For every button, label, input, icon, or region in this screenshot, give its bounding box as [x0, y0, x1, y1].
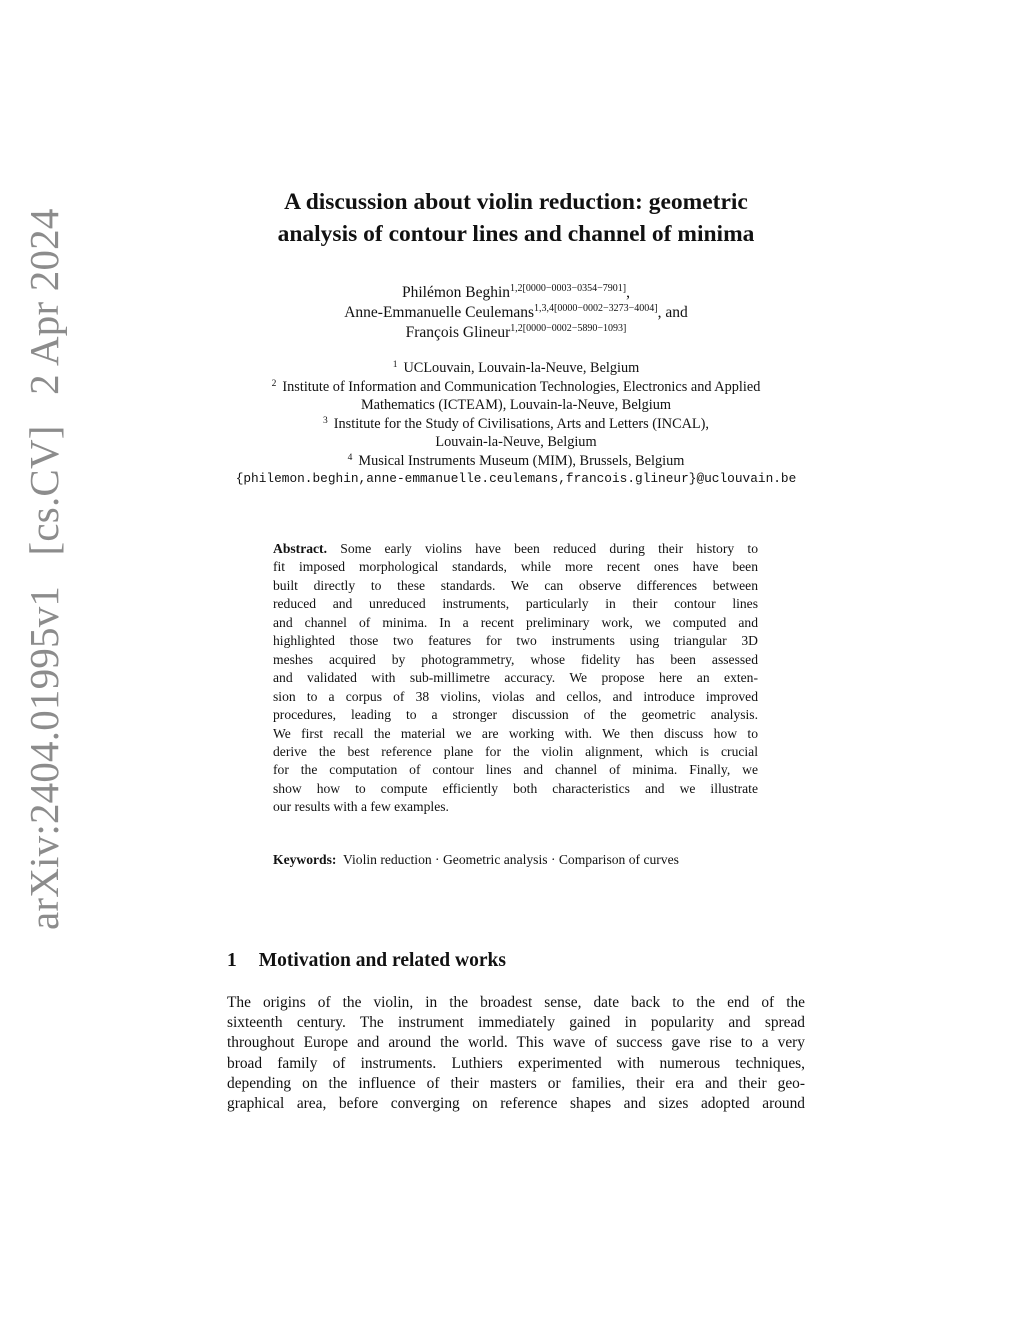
keywords-label: Keywords: — [273, 852, 337, 867]
author-orcid: 1,2[0000−0002−5890−1093] — [510, 323, 627, 334]
affiliation-text: UCLouvain, Louvain-la-Neuve, Belgium — [403, 360, 640, 376]
abstract-line: fit imposed morphological standards, while more recent ones have been — [273, 559, 758, 575]
author-line — [200, 303, 832, 323]
affiliation-number: 3 — [323, 415, 328, 426]
affiliation-number: 2 — [271, 378, 277, 389]
abstract-line: meshes acquired by photogrammetry, whose fidelity has been assessed — [273, 651, 758, 667]
author-separator: , — [626, 284, 631, 301]
abstract-line: We first recall the material we are working with. We then discuss how to — [273, 725, 758, 741]
affiliation-list — [200, 359, 832, 489]
keywords — [273, 851, 773, 869]
abstract-label: Abstract. — [273, 541, 327, 556]
body-line: throughout Europe and around the world. This wave of success gave rise to a very — [227, 1034, 805, 1052]
author-line — [200, 283, 832, 303]
affiliation-line — [200, 452, 832, 471]
author-name: Philémon Beghin — [401, 284, 511, 301]
abstract-line: show how to compute efficiently both characteristics and we illustrate — [273, 780, 758, 796]
body-line: broad family of instruments. Luthiers experimented with numerous techniques, — [227, 1054, 805, 1072]
abstract-line: sion to a corpus of 38 violins, violas and cellos, and introduce improved — [273, 688, 758, 704]
section-title: Motivation and related works — [258, 950, 506, 971]
author-list — [200, 283, 832, 343]
abstract-line: reduced and unreduced instruments, particularly in their contour lines — [273, 596, 758, 612]
keywords-text: Violin reduction · Geometric analysis · Comparison of curves — [343, 852, 679, 867]
affiliation-line — [200, 359, 832, 378]
body-line: graphical area, before converging on reference shapes and sizes adopted around — [227, 1095, 805, 1113]
author-name: François Glineur — [405, 324, 511, 341]
abstract-line: for the computation of contour lines and channel of minima. Finally, we — [273, 762, 758, 778]
affiliation-number: 4 — [347, 452, 353, 463]
author-separator: , and — [657, 304, 688, 321]
author-name: Anne-Emmanuelle Ceulemans — [344, 304, 535, 321]
arxiv-id: arXiv:2404.01995v1 — [21, 585, 67, 930]
title-line: analysis of contour lines and channel of minima — [277, 221, 755, 247]
abstract-line: our results with a few examples. — [273, 799, 449, 815]
affiliation-text: Institute of Information and Communication Technologies, Electronics and Applied — [282, 378, 761, 395]
affiliation-line — [200, 378, 832, 397]
body-line: The origins of the violin, in the broadest sense, date back to the end of the — [227, 994, 805, 1011]
email-addresses: {philemon.beghin,anne-emmanuelle.ceulemans,francois.glineur}@uclouvain.be — [235, 471, 797, 486]
author-line — [200, 323, 832, 343]
affiliation-text: Musical Instruments Museum (MIM), Brussels, Belgium — [358, 452, 685, 469]
abstract-text: Some early violins have been reduced during their history to — [340, 541, 758, 556]
arxiv-category: [cs.CV] — [21, 425, 67, 556]
affiliation-text: Institute for the Study of Civilisations, Arts and Letters (INCAL), — [333, 415, 709, 432]
arxiv-stamp — [20, 188, 68, 930]
title-line: A discussion about violin reduction: geometric — [284, 189, 748, 215]
affiliation-line: Mathematics (ICTEAM), Louvain-la-Neuve, Belgium — [360, 397, 672, 413]
abstract — [273, 540, 758, 817]
abstract-line: procedures, leading to a stronger discussion of the geometric analysis. — [273, 707, 758, 723]
abstract-line: and channel of minima. In a recent preliminary work, we computed and — [273, 614, 758, 630]
body-line: sixteenth century. The instrument immediately gained in popularity and spread — [227, 1014, 805, 1032]
affiliation-line: Louvain-la-Neuve, Belgium — [435, 434, 597, 450]
abstract-line — [273, 540, 758, 558]
section-heading — [227, 950, 506, 972]
section-number: 1 — [227, 950, 237, 971]
body-paragraph — [227, 993, 805, 1114]
affiliation-number: 1 — [392, 360, 398, 370]
arxiv-date: 2 Apr 2024 — [21, 208, 67, 395]
abstract-line: derive the best reference plane for the violin alignment, which is crucial — [273, 743, 758, 759]
abstract-line: highlighted those two features for two instruments using triangular 3D — [273, 633, 758, 649]
abstract-line: and validated with sub-millimetre accuracy. We propose here an exten- — [273, 670, 758, 686]
body-line: depending on the influence of their masters or families, their era and their geo- — [227, 1074, 805, 1092]
abstract-line: built directly to these standards. We can observe differences between — [273, 577, 758, 593]
paper-title — [200, 186, 832, 250]
author-orcid: 1,3,4[0000−0002−3273−4004] — [534, 303, 658, 314]
affiliation-line — [200, 415, 832, 434]
author-orcid: 1,2[0000−0003−0354−7901] — [510, 283, 627, 294]
